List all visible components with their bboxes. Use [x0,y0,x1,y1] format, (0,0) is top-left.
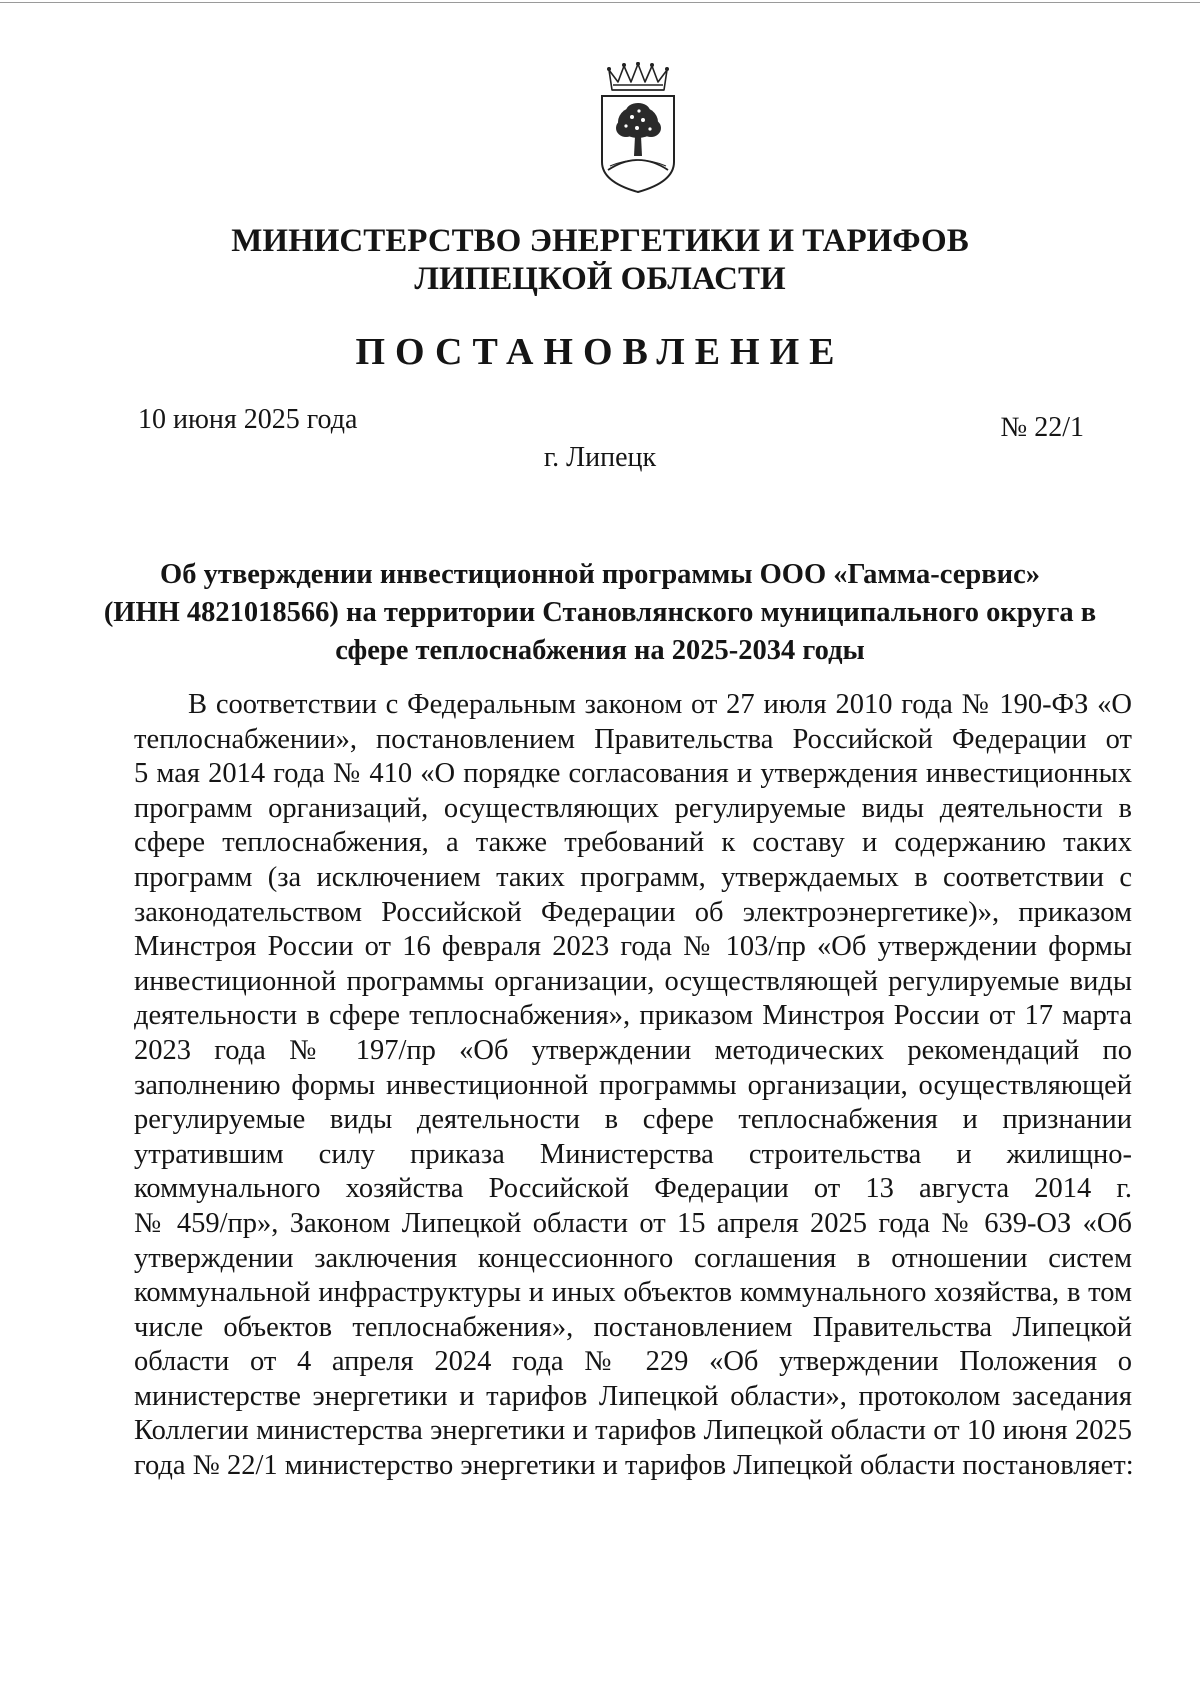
body-line: утратившим силу приказа Министерства строительства и жилищно- [134,1138,1132,1170]
page-top-edge [0,2,1200,3]
body-line: теплоснабжении», постановлением Правительства Российской Федерации от [134,723,1132,755]
document-place: г. Липецк [543,442,657,473]
body-line: года № 22/1 министерство энергетики и тарифов Липецкой области постановляет: [134,1450,1134,1482]
body-line: области от 4 апреля 2024 года № 229 «Об утверждении Положения о [134,1346,1132,1378]
body-line: коммунального хозяйства Российской Федерации от 13 августа 2014 г. [134,1173,1132,1205]
body-line: регулируемые виды деятельности в сфере теплоснабжения и признании [134,1104,1132,1136]
body-line: № 459/пр», Законом Липецкой области от 15 апреля 2025 года № 639-ОЗ «Об [134,1207,1132,1239]
body-line: 5 мая 2014 года № 410 «О порядке согласования и утверждения инвестиционных [134,758,1132,790]
body-line: инвестиционной программы организации, осуществляющей регулируемые виды [134,965,1132,997]
body-line: В соответствии с Федеральным законом от 27 июля 2010 года № 190-ФЗ «О [188,689,1132,720]
body-line: сфере теплоснабжения, а также требований к составу и содержанию таких [134,827,1132,859]
ministry-name-line-2: ЛИПЕЦКОЙ ОБЛАСТИ [414,261,786,297]
document-date: 10 июня 2025 года [138,404,358,435]
document-type-heading: ПОСТАНОВЛЕНИЕ [355,331,845,373]
preamble-paragraph [134,688,1132,1484]
body-line: числе объектов теплоснабжения», постановлением Правительства Липецкой [134,1311,1132,1343]
body-line: программ (за исключением таких программ, утверждаемых в соответствии с [134,861,1132,893]
title-line: сфере теплоснабжения на 2025-2034 годы [335,635,865,666]
body-line: 2023 года № 197/пр «Об утверждении методических рекомендаций по [134,1034,1132,1066]
body-line: Минстроя России от 16 февраля 2023 года № 103/пр «Об утверждении формы [134,931,1132,963]
body-line: утверждении заключения концессионного соглашения в отношении систем [134,1242,1132,1274]
title-line: Об утверждении инвестиционной программы ООО «Гамма-сервис» [160,559,1040,590]
document-number: № 22/1 [1000,412,1084,443]
title-line: (ИНН 4821018566) на территории Становлянского муниципального округа в [103,597,1097,628]
body-line: коммунальной инфраструктуры и иных объектов коммунального хозяйства, в том [134,1277,1132,1309]
body-line: программ организаций, осуществляющих регулируемые виды деятельности в [134,792,1132,824]
body-line: министерстве энергетики и тарифов Липецкой области», протоколом заседания [134,1380,1132,1412]
body-line: деятельности в сфере теплоснабжения», приказом Минстроя России от 17 марта [134,1000,1132,1032]
body-line: Коллегии министерства энергетики и тарифов Липецкой области от 10 июня 2025 [134,1415,1132,1447]
ministry-name-line-1: МИНИСТЕРСТВО ЭНЕРГЕТИКИ И ТАРИФОВ [231,223,969,259]
document-title [0,556,1200,670]
coat-of-arms-icon [596,62,680,194]
body-line: заполнению формы инвестиционной программы организации, осуществляющей [134,1069,1132,1101]
body-line: законодательством Российской Федерации об электроэнергетике)», приказом [134,896,1132,928]
